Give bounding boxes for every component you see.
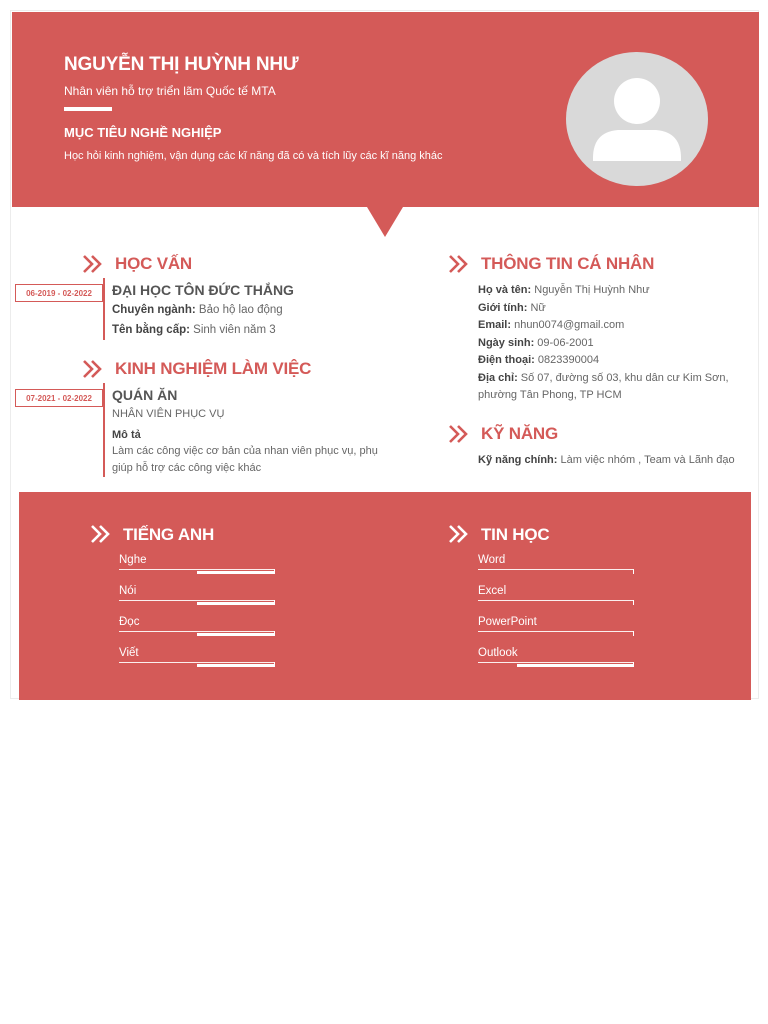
experience-date <box>15 389 103 407</box>
english-skill-row <box>119 616 275 638</box>
english-skill-track-end <box>274 600 275 605</box>
english-skill-track <box>119 569 275 570</box>
double-chevron-white-icon <box>448 524 470 544</box>
english-skill-label: Nói <box>119 585 137 597</box>
degree-value: Sinh viên năm 3 <box>193 324 276 336</box>
date-separator: - <box>57 394 61 403</box>
english-skill-track-end <box>274 569 275 574</box>
computing-skill-track <box>478 631 634 632</box>
english-skill-level-bar <box>197 664 275 667</box>
cv-header <box>12 12 759 207</box>
gender-label: Giới tính: <box>478 302 528 314</box>
candidate-role: Nhân viên hỗ trợ triển lãm Quốc tế MTA <box>64 84 276 98</box>
computing-skill-row <box>478 616 634 638</box>
education-title: HỌC VẤN <box>115 254 192 273</box>
candidate-name: NGUYỄN THỊ HUỲNH NHƯ <box>64 54 299 75</box>
info-address <box>478 372 729 384</box>
computing-skill-track <box>478 662 634 663</box>
english-skill-row <box>119 554 275 576</box>
fullname-value: Nguyễn Thị Huỳnh Như <box>534 284 650 296</box>
computing-skill-label: Excel <box>478 585 507 597</box>
computing-skill-track-end <box>633 662 634 667</box>
english-title: TIẾNG ANH <box>123 525 215 544</box>
computing-skill-track-end <box>633 600 634 605</box>
personal-info-title: THÔNG TIN CÁ NHÂN <box>481 254 655 273</box>
double-chevron-icon <box>82 254 104 274</box>
english-skill-track-end <box>274 631 275 636</box>
double-chevron-icon <box>448 424 470 444</box>
info-dob <box>478 337 594 349</box>
experience-company: QUÁN ĂN <box>112 387 178 403</box>
double-chevron-white-icon <box>90 524 112 544</box>
education-date-to: 02-2022 <box>62 289 92 298</box>
education-timeline-line <box>103 278 105 340</box>
skills-main-label: Kỹ năng chính: <box>478 454 558 466</box>
computing-title: TIN HỌC <box>481 525 550 544</box>
address-line1: Số 07, đường số 03, khu dân cư Kim Sơn, <box>520 372 729 384</box>
phone-label: Điện thoại: <box>478 354 535 366</box>
experience-title: KINH NGHIỆM LÀM VIỆC <box>115 359 312 378</box>
header-divider <box>64 107 112 111</box>
education-date <box>15 284 103 302</box>
english-skill-row <box>119 585 275 607</box>
avatar <box>566 52 708 186</box>
english-skill-track-end <box>274 662 275 667</box>
education-major <box>112 304 283 316</box>
dob-value: 09-06-2001 <box>537 337 594 349</box>
user-silhouette-icon <box>566 52 708 186</box>
phone-value: 0823390004 <box>537 354 600 366</box>
email-value: nhun0074@gmail.com <box>514 319 625 331</box>
gender-value: Nữ <box>530 302 546 314</box>
computing-skill-level-bar <box>517 664 634 667</box>
english-skill-track <box>119 600 275 601</box>
info-fullname <box>478 284 650 296</box>
experience-desc-line2: giúp hỗ trợ các công việc khác <box>112 462 262 474</box>
experience-date-to: 02-2022 <box>62 394 92 403</box>
computing-skill-track <box>478 600 634 601</box>
computing-skill-label: Word <box>478 554 506 566</box>
english-skill-label: Nghe <box>119 554 147 566</box>
skills-title: KỸ NĂNG <box>481 424 558 443</box>
english-skill-label: Viết <box>119 647 139 659</box>
experience-desc-line1: Làm các công việc cơ bản của nhan viên phục vụ, phụ <box>112 445 378 457</box>
objective-text: Học hỏi kinh nghiệm, vận dụng các kĩ năng đã có và tích lũy các kĩ năng khác <box>64 150 443 162</box>
info-address-line2: phường Tân Phong, TP HCM <box>478 389 622 401</box>
experience-date-from: 07-2021 <box>26 394 56 403</box>
english-skill-track <box>119 631 275 632</box>
computing-skill-track <box>478 569 634 570</box>
computing-skill-track-end <box>633 631 634 636</box>
dob-label: Ngày sinh: <box>478 337 535 349</box>
major-value: Bảo hộ lao động <box>198 304 283 316</box>
languages-band <box>19 492 751 700</box>
date-separator: - <box>57 289 61 298</box>
email-label: Email: <box>478 319 512 331</box>
english-skill-level-bar <box>197 602 275 605</box>
english-skill-level-bar <box>197 633 275 636</box>
info-phone <box>478 354 599 366</box>
skills-main <box>478 454 735 466</box>
experience-desc-label: Mô tả <box>112 429 141 441</box>
computing-skill-row <box>478 585 634 607</box>
education-degree <box>112 324 276 336</box>
education-school: ĐẠI HỌC TÔN ĐỨC THẮNG <box>112 282 294 298</box>
info-email <box>478 319 624 331</box>
computing-skill-row <box>478 647 634 669</box>
education-date-from: 06-2019 <box>26 289 56 298</box>
degree-label: Tên bằng cấp: <box>112 324 190 336</box>
double-chevron-icon <box>448 254 470 274</box>
fullname-label: Họ và tên: <box>478 284 532 296</box>
computing-skill-label: Outlook <box>478 647 518 659</box>
experience-position: NHÂN VIÊN PHỤC VỤ <box>112 408 225 420</box>
english-skill-row <box>119 647 275 669</box>
skills-main-value: Làm việc nhóm , Team và Lãnh đạo <box>560 454 735 466</box>
objective-title: MỤC TIÊU NGHỀ NGHIỆP <box>64 125 222 140</box>
header-pointer <box>367 207 403 237</box>
experience-timeline-line <box>103 383 105 477</box>
computing-skill-track-end <box>633 569 634 574</box>
english-skill-level-bar <box>197 571 275 574</box>
computing-skill-row <box>478 554 634 576</box>
major-label: Chuyên ngành: <box>112 304 196 316</box>
english-skill-track <box>119 662 275 663</box>
english-skill-label: Đọc <box>119 616 140 628</box>
computing-skill-label: PowerPoint <box>478 616 537 628</box>
info-gender <box>478 302 546 314</box>
cv-page <box>10 10 759 699</box>
double-chevron-icon <box>82 359 104 379</box>
address-label: Địa chỉ: <box>478 372 518 384</box>
